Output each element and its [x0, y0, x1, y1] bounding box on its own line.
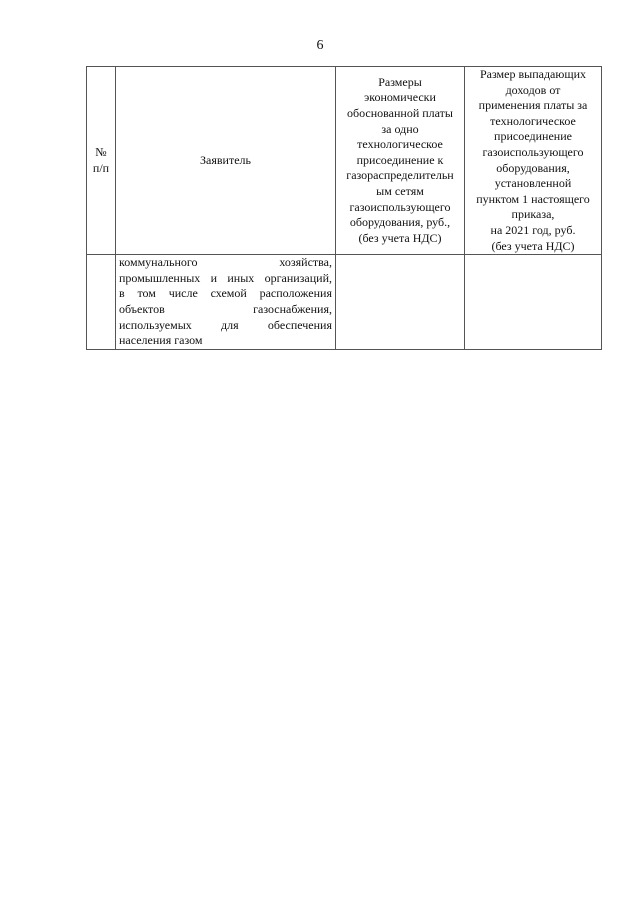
- text-line: используемых для обеспечения: [119, 317, 332, 332]
- text-line: газоиспользующего: [349, 199, 451, 214]
- text-line: Размер выпадающих: [479, 67, 587, 81]
- text-line: на 2021 год, руб.: [490, 222, 576, 237]
- text-line: приказа,: [511, 207, 555, 222]
- text-line: в том числе схемой расположения: [119, 286, 332, 301]
- text-line: ым сетям: [376, 183, 424, 198]
- header-lost-income: [465, 67, 602, 255]
- header-fee-size: [336, 67, 465, 255]
- text-line: применения платы за: [478, 98, 588, 113]
- text-line: оборудования,: [496, 160, 570, 175]
- text-line: за одно: [381, 121, 419, 136]
- cell-lost-income: [465, 255, 602, 350]
- tariff-table: [86, 66, 602, 350]
- header-number: [87, 67, 116, 255]
- page-number: 6: [316, 38, 324, 53]
- text-line: присоединение к: [356, 152, 444, 167]
- text-line: пунктом 1 настоящего: [476, 191, 590, 206]
- text-line: технологическое: [490, 113, 576, 128]
- text-line: технологическое: [357, 137, 443, 152]
- cell-applicant: [116, 255, 336, 350]
- header-number-line: п/п: [92, 160, 110, 175]
- cell-number: [87, 255, 116, 350]
- text-line: коммунального хозяйства,: [119, 255, 332, 270]
- header-number-line: №: [95, 144, 107, 159]
- text-line: объектов газоснабжения,: [119, 301, 332, 316]
- text-line: населения газом: [119, 333, 203, 348]
- header-applicant: Заявитель: [116, 67, 336, 255]
- text-line: Размеры: [378, 74, 422, 89]
- text-line: оборудования, руб.,: [349, 215, 451, 230]
- text-line: присоединение: [494, 129, 572, 144]
- text-line: установленной: [494, 176, 572, 191]
- table-row: [87, 255, 602, 350]
- text-line: (без учета НДС): [358, 230, 442, 245]
- text-line: газораспределительн: [346, 168, 454, 183]
- text-line: (без учета НДС): [491, 238, 575, 253]
- text-line: экономически: [364, 90, 436, 105]
- text-line: промышленных и иных организаций,: [119, 270, 332, 285]
- text-line: обоснованной платы: [347, 105, 453, 120]
- cell-fee-size: [336, 255, 465, 350]
- text-line: доходов от: [505, 82, 561, 97]
- table-header-row: [87, 67, 602, 255]
- text-line: газоиспользующего: [482, 144, 584, 159]
